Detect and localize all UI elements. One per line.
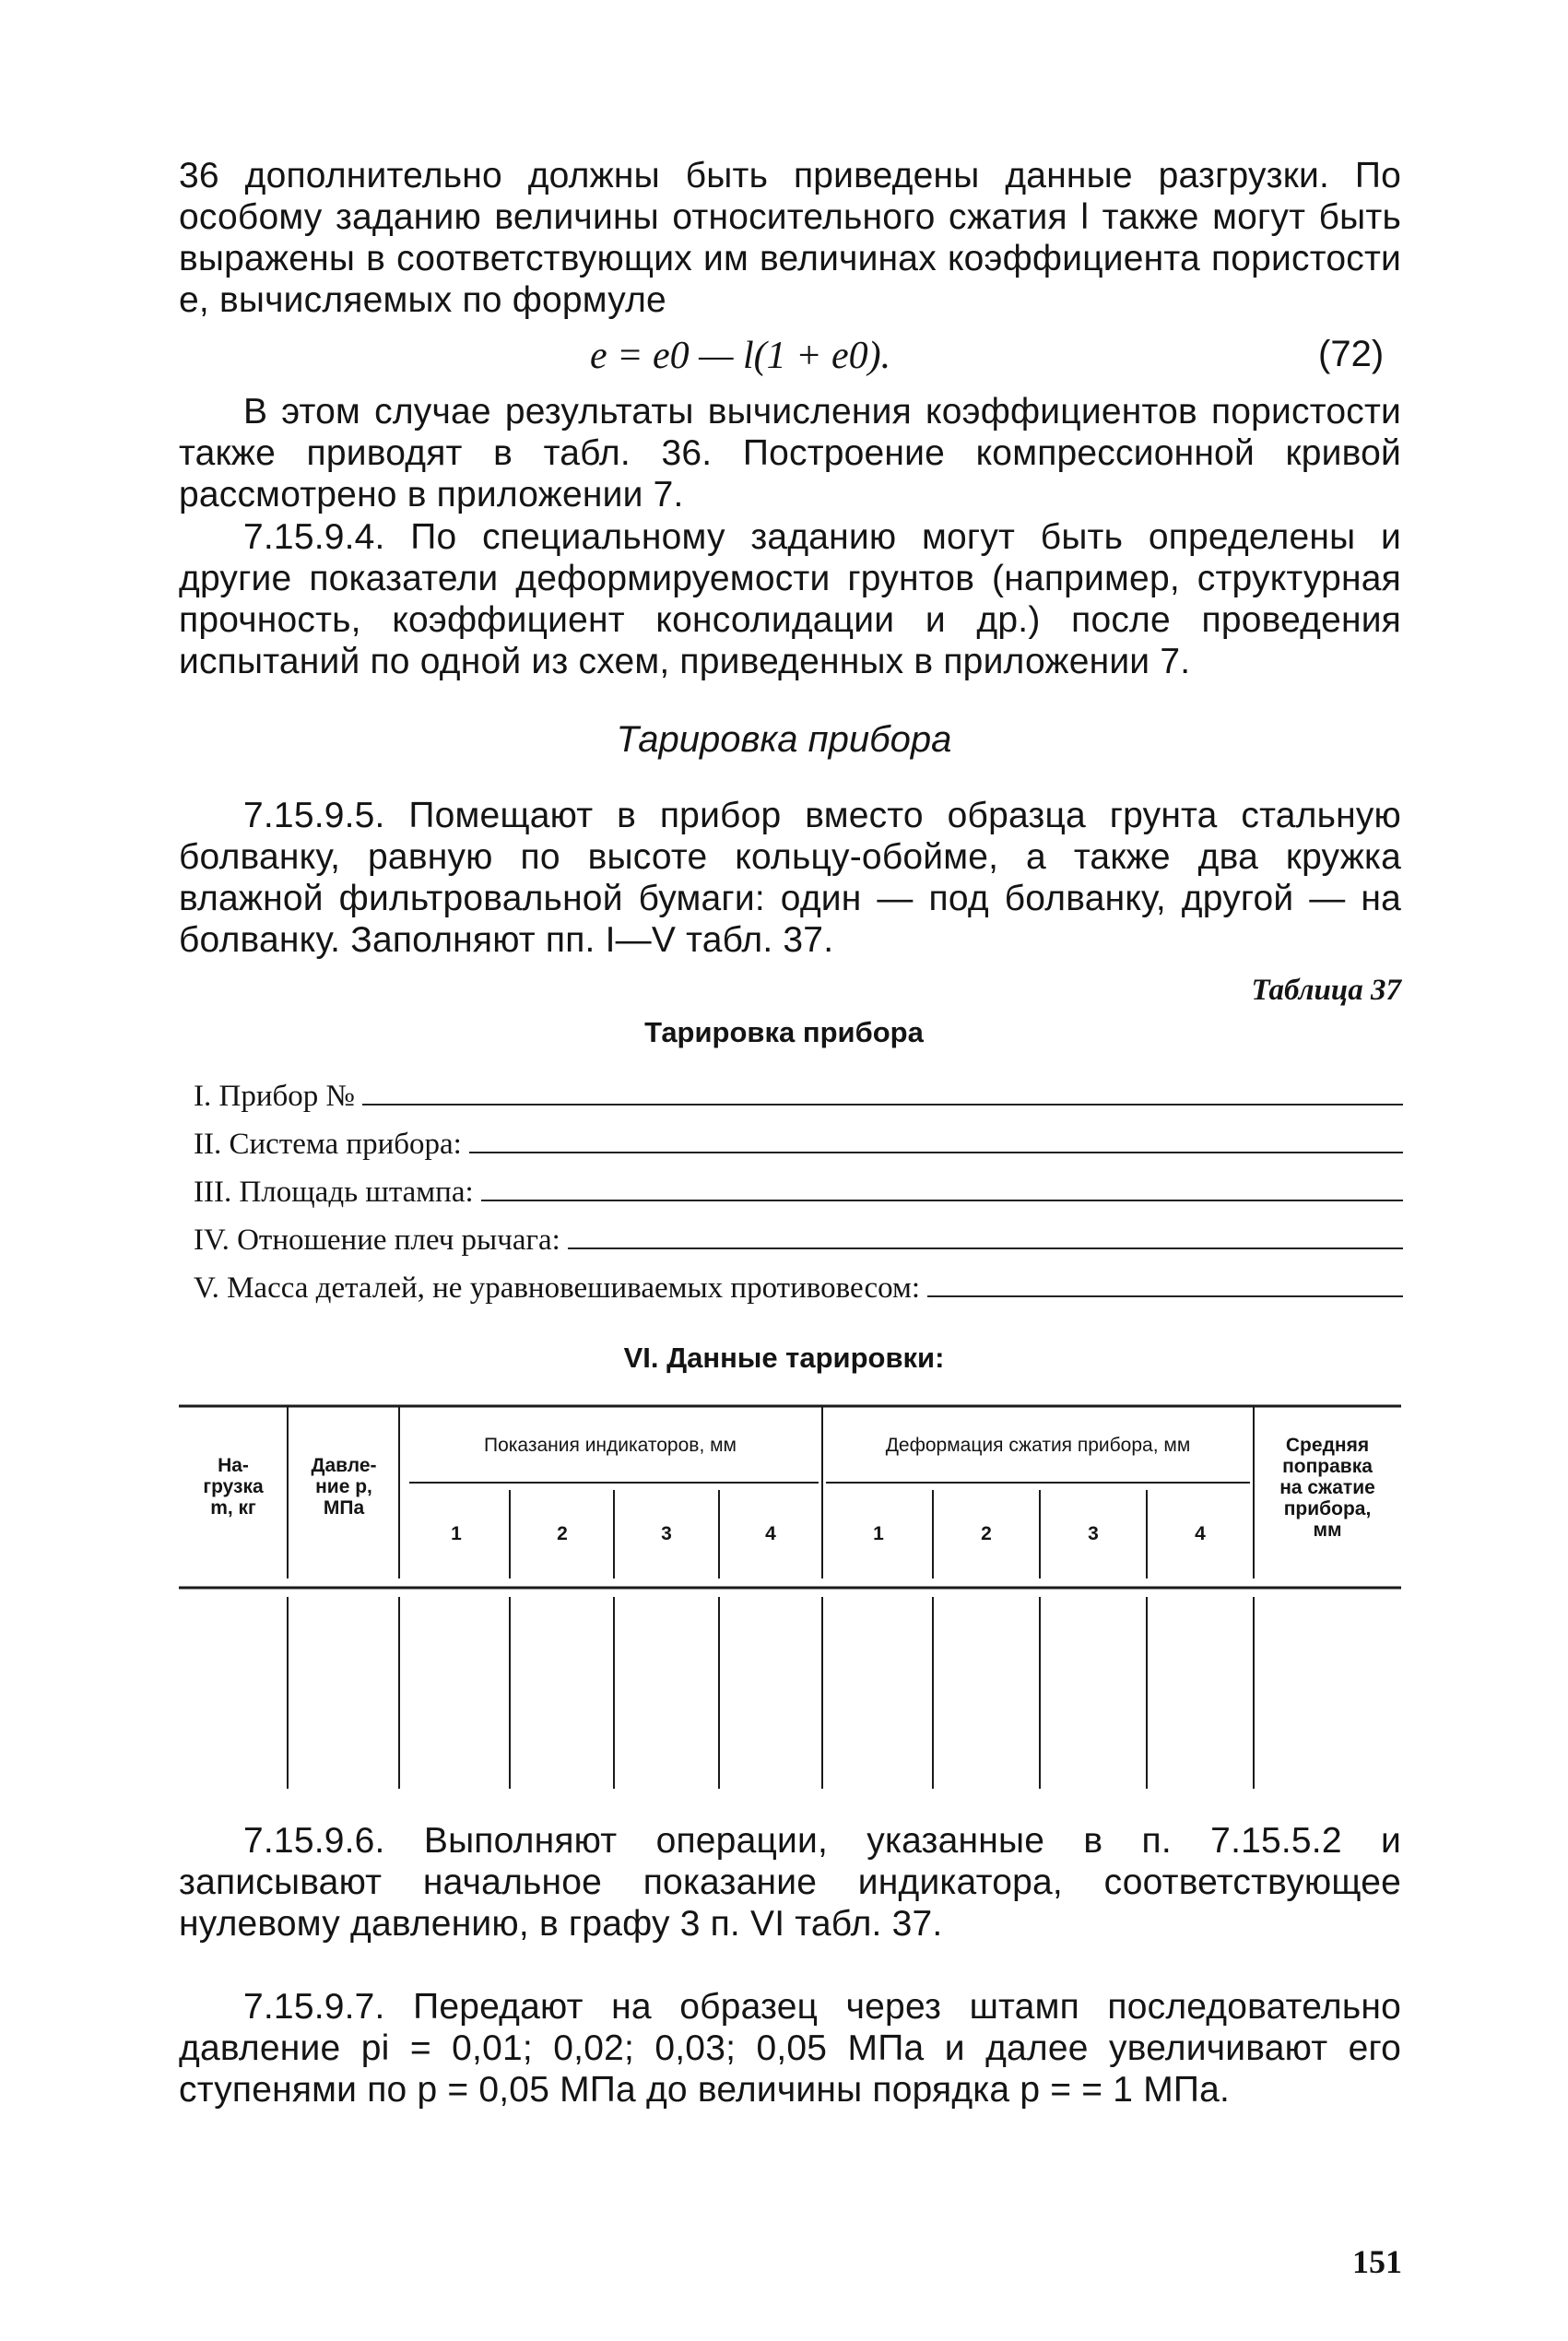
form-field-label: III. Площадь штампа: bbox=[194, 1176, 474, 1209]
paragraph-7-15-9-5: 7.15.9.5. Помещают в прибор вместо образца грунта стальную болванку, равную по высоте кольцу-обойме, а также два кружка влажной фильтровальной бумаги: один — под болванку, другой — на болванку. Заполняют пп. I—V табл. 37. bbox=[179, 796, 1401, 960]
paragraph-7-15-9-4: 7.15.9.4. По специальному заданию могут быть определены и другие показатели деформируемости грунтов (например, структурная прочность, коэффициент консолидации и др.) после проведения испытаний по одной из схем, приведенных в приложении 7. bbox=[179, 517, 1401, 681]
header-deformation-group: Деформация сжатия прибора, мм bbox=[885, 1435, 1191, 1456]
header-indicators-group: Показания индикаторов, мм bbox=[483, 1435, 737, 1456]
calibration-data-title: VI. Данные тарировки: bbox=[623, 1342, 945, 1374]
paragraph-7-15-9-7: 7.15.9.7. Передают на образец через штамп последовательно давление pi = 0,01; 0,02; 0,03; 0,05 МПа и далее увеличивают его ступенями по p = 0,05 МПа до величины порядка p = = 1 МПа. bbox=[179, 1987, 1401, 2110]
page-number: 151 bbox=[1352, 2243, 1402, 2280]
header-deformation-2: 2 bbox=[981, 1523, 992, 1544]
header-indicator-4: 4 bbox=[765, 1523, 776, 1544]
form-field-label: IV. Отношение плеч рычага: bbox=[194, 1224, 560, 1257]
form-field-label: V. Масса деталей, не уравновешиваемых противовесом: bbox=[194, 1271, 921, 1305]
formula-expression: e = e0 — l(1 + e0). bbox=[590, 335, 891, 377]
section-heading: Тарировка прибора bbox=[616, 719, 952, 760]
header-indicator-2: 2 bbox=[557, 1523, 568, 1544]
header-pressure: Давле- ние p, МПа bbox=[311, 1455, 377, 1519]
paragraph-7-15-9-6: 7.15.9.6. Выполняют операции, указанные в п. 7.15.5.2 и записывают начальное показание индикатора, соответствующее нулевому давлению, в графу 3 п. VI табл. 37. bbox=[179, 1821, 1401, 1944]
header-indicator-1: 1 bbox=[451, 1523, 462, 1544]
form-field-label: II. Система прибора: bbox=[194, 1128, 462, 1161]
header-deformation-1: 1 bbox=[873, 1523, 884, 1544]
header-load: На- грузка m, кг bbox=[203, 1455, 264, 1519]
paragraph-unloading-data: 36 дополнительно должны быть приведены данные разгрузки. По особому заданию величины относительного сжатия l также могут быть выражены в соответствующих им величинах коэффициента пористости e, вычисляемых по формуле bbox=[179, 156, 1401, 320]
table-number-label: Таблица 37 bbox=[1251, 974, 1401, 1007]
formula-number: (72) bbox=[1318, 334, 1385, 374]
header-indicator-3: 3 bbox=[661, 1523, 672, 1544]
paragraph-porosity-results: В этом случае результаты вычисления коэффициентов пористости также приводят в табл. 36. Построение компрессионной кривой рассмотрено в приложении 7. bbox=[179, 392, 1401, 514]
form-field-label: I. Прибор № bbox=[194, 1080, 356, 1113]
header-avg-correction: Средняя поправка на сжатие прибора, мм bbox=[1279, 1435, 1375, 1541]
table-title: Тарировка прибора bbox=[644, 1016, 924, 1048]
header-deformation-3: 3 bbox=[1088, 1523, 1099, 1544]
header-deformation-4: 4 bbox=[1195, 1523, 1206, 1544]
